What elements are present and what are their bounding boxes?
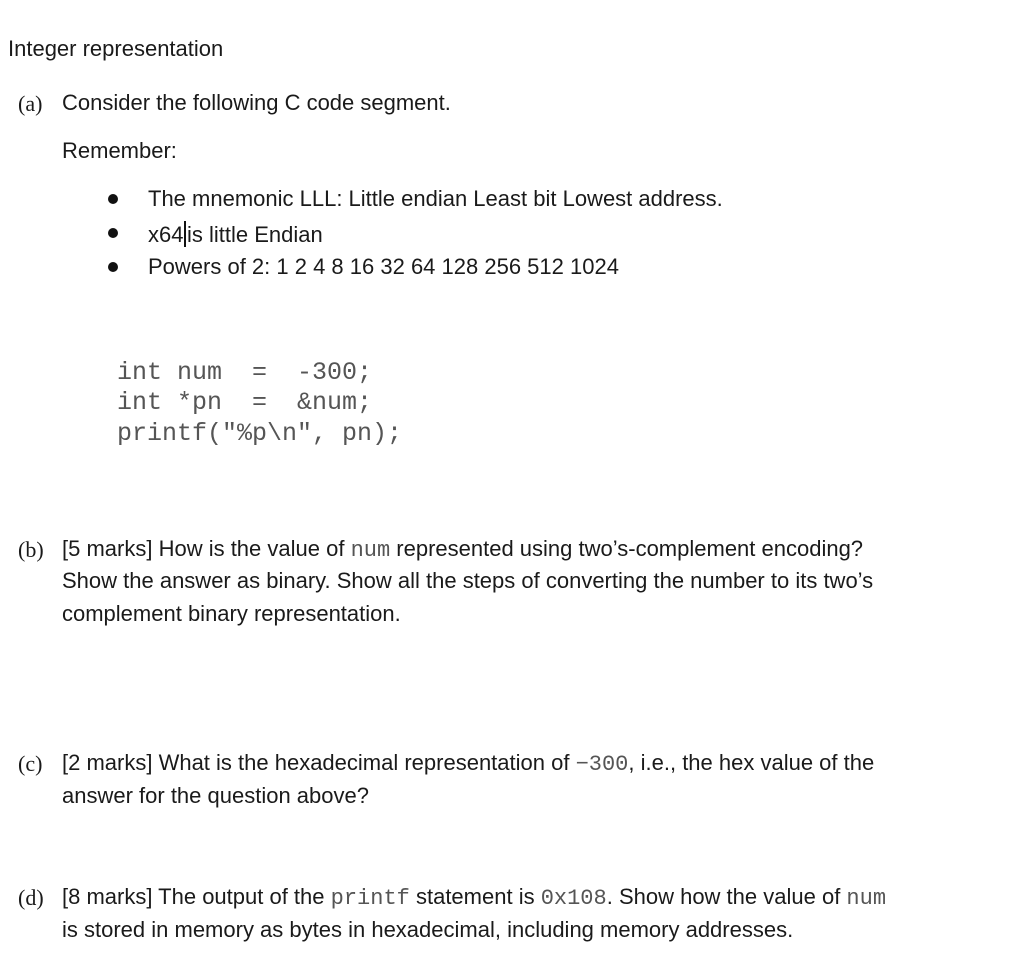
part-b-line-3: complement binary representation. [62,601,401,626]
part-d-line-1-mid2: . Show how the value of [606,884,847,909]
printf-code: printf [330,886,410,911]
bullet-dot-2 [108,228,118,238]
bullet-dot-3 [108,262,118,272]
part-d-line-1-pre: [8 marks] The output of the [62,884,331,909]
address-code: 0x108 [540,886,607,911]
part-d-line-1 [62,885,886,911]
part-d-line-2: is stored in memory as bytes in hexadecimal, including memory addresses. [62,917,794,942]
bullet-little-endian-text: is little Endian [186,222,323,247]
part-b-line-2: Show the answer as binary. Show all the steps of converting the number to its two’s [62,568,874,593]
code-line-1: int num = -300; [117,358,373,387]
part-d-line-1-mid: statement is [409,884,541,909]
part-c-line-1-pre: [2 marks] What is the hexadecimal representation of [62,750,576,775]
num-code: num [350,538,391,563]
part-a-label: (a) [18,91,43,116]
code-line-2: int *pn = &num; [117,388,373,417]
part-b-label: (b) [18,537,44,562]
x64-text: x64 [148,222,184,247]
minus-300-code: −300 [575,752,629,777]
num-code-d: num [846,886,887,911]
bullet-dot-1 [108,194,118,204]
bullet-powers-of-2: Powers of 2: 1 2 4 8 16 32 64 128 256 512 1024 [148,254,619,279]
part-b-line-1-post: represented using two’s-complement encoding? [390,536,864,561]
part-c-label: (c) [18,751,43,776]
text-cursor [184,221,186,247]
part-a-text: Consider the following C code segment. [62,90,451,115]
code-line-3: printf("%p\n", pn); [117,419,403,448]
part-c-line-2: answer for the question above? [62,783,369,808]
remember-heading: Remember: [62,138,177,163]
part-b-line-1 [62,537,863,563]
bullet-mnemonic: The mnemonic LLL: Little endian Least bit Lowest address. [148,186,723,211]
part-b-line-1-pre: [5 marks] How is the value of [62,536,351,561]
part-d-label: (d) [18,885,44,910]
part-c-line-1-post: , i.e., the hex value of the [628,750,875,775]
part-c-line-1 [62,751,874,777]
bullet-little-endian [148,221,323,247]
page-title: Integer representation [8,36,224,61]
